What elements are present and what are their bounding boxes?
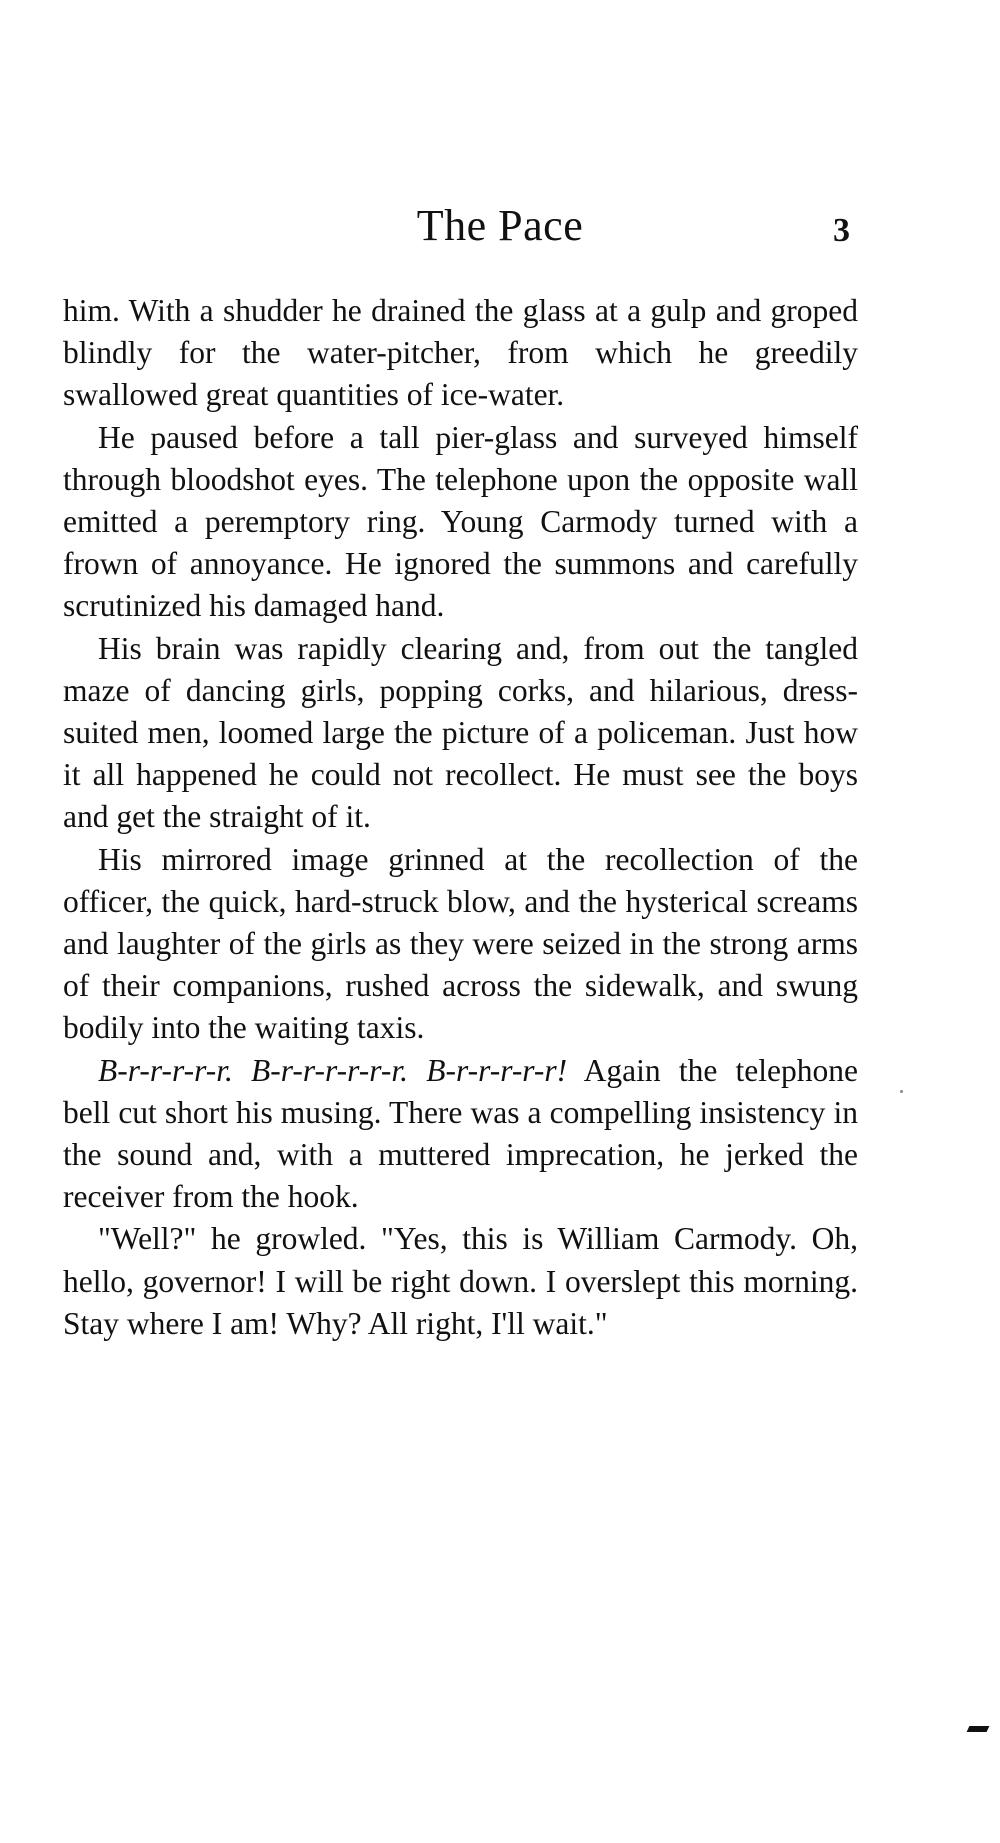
paragraph-1: him. With a shudder he drained the glass at a gulp and groped blindly for the water-pitcher, from which he greedily swallowed great quantities of ice-water. xyxy=(63,293,858,413)
page-number: 3 xyxy=(833,212,850,249)
paragraph-5-body: Again the telephone bell cut short his musing. There was a compelling insistency in the sound and, with a muttered imprecation, he jerked the receiver from the hook. xyxy=(63,1052,858,1215)
paragraph-2: He paused before a tall pier-glass and surveyed himself through bloodshot eyes. The telephone upon the opposite wall emitted a peremptory ring. Young Carmody turned with a frown of annoyance. He ignored the summons and carefully scrutinized his damaged hand. xyxy=(63,419,858,624)
running-title: The Pace xyxy=(416,201,584,250)
body-text xyxy=(63,290,858,1345)
scan-speck xyxy=(900,1090,903,1093)
page-header xyxy=(0,200,1000,260)
telephone-ring-text: B-r-r-r-r-r. B-r-r-r-r-r-r. B-r-r-r-r-r! xyxy=(98,1052,568,1088)
paragraph-6: "Well?" he growled. "Yes, this is William Carmody. Oh, hello, governor! I will be right down. I overslept this morning. Stay where I am! Why? All right, I'll wait." xyxy=(63,1221,858,1341)
paragraph-5 xyxy=(63,1050,858,1219)
paragraph-3: His brain was rapidly clearing and, from out the tangled maze of dancing girls, popping corks, and hilarious, dress-suited men, loomed large the picture of a policeman. Just how it all happened he could not recollect. He must see the boys and get the straight of it. xyxy=(63,630,858,835)
paragraph-4: His mirrored image grinned at the recollection of the officer, the quick, hard-struck blow, and the hysterical screams and laughter of the girls as they were seized in the strong arms of their companions, rushed across the sidewalk, and swung bodily into the waiting taxis. xyxy=(63,841,858,1046)
scan-mark xyxy=(967,1726,990,1732)
